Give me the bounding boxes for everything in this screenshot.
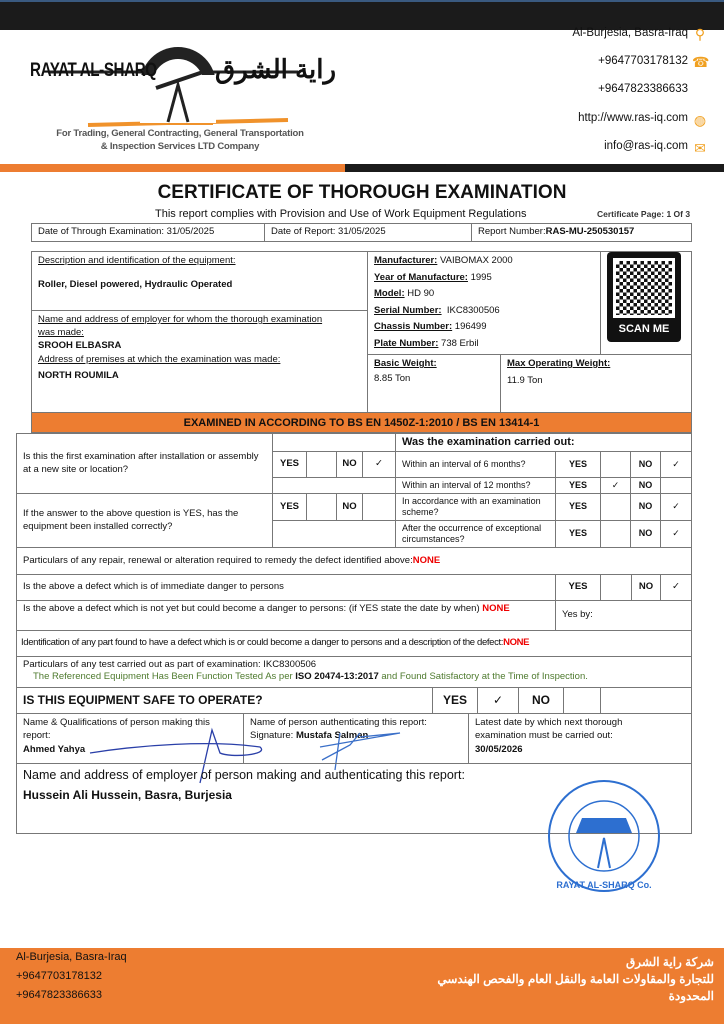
- subtitle: This report complies with Provision and Use of Work Equipment Regulations: [155, 208, 527, 220]
- repair-value: NONE: [412, 554, 441, 566]
- equipment-description: [31, 251, 368, 311]
- svg-text:RAYAT AL-SHARQ Co.: RAYAT AL-SHARQ Co.: [556, 880, 652, 890]
- interval-yes: YES: [555, 451, 601, 478]
- q2-yes-box[interactable]: [306, 493, 337, 521]
- test-text-2: and Found Satisfactory at the Time of Inspection.: [378, 671, 588, 683]
- field-label: Model:: [374, 288, 405, 299]
- field-label: Chassis Number:: [374, 321, 453, 332]
- divider-dark: [345, 164, 724, 172]
- safe-to-operate: IS THIS EQUIPMENT SAFE TO OPERATE?: [16, 687, 433, 714]
- blank: [272, 433, 396, 452]
- safe-yes: YES: [432, 687, 478, 714]
- field-label: Plate Number:: [374, 337, 439, 349]
- standard-banner: EXAMINED IN ACCORDING TO BS EN 1450Z-1:2010 / BS EN 13414-1: [31, 412, 692, 433]
- equipment-field: [374, 303, 594, 320]
- interval-yes: YES: [555, 493, 601, 521]
- interval-no-box[interactable]: ✓: [660, 451, 692, 478]
- defect-identification: [16, 630, 692, 657]
- field-value: 1995: [467, 271, 492, 283]
- contact-address: Al-Burjesia, Basra-Iraq: [572, 27, 688, 39]
- field-value: IKC8300506: [441, 304, 500, 316]
- logo-text-en: RAYAT AL-SHARQ: [30, 60, 157, 81]
- could-become-danger: [16, 600, 556, 631]
- interval-label: Within an interval of 6 months?: [402, 458, 526, 469]
- q1-yes: YES: [272, 451, 307, 478]
- interval-question: [395, 520, 556, 548]
- certificate-page: Certificate Page: 1 Of 3: [597, 209, 691, 219]
- footer-ar-2: للتجارة والمقاولات العامة والنقل العام والفحص الهندسي: [437, 972, 714, 986]
- qr-cell: [600, 251, 692, 355]
- equipment-field: [374, 270, 594, 287]
- test-label: Particulars of any test carried out as part of examination: IKC8300506: [23, 659, 317, 670]
- employer-section: [31, 310, 368, 413]
- interval-yes: YES: [555, 520, 601, 548]
- premises-label: Address of premises at which the examination was made:: [38, 354, 281, 366]
- interval-no: NO: [630, 520, 661, 548]
- tagline-line-2: & Inspection Services LTD Company: [100, 141, 260, 153]
- field-value: 196499: [452, 321, 487, 332]
- auth-sig-label: Signature:: [250, 729, 296, 741]
- field-value: HD 90: [404, 288, 435, 299]
- interval-label: After the occurrence of exceptional circumstances?: [402, 522, 542, 544]
- report-date: Date of Report: 31/05/2025: [264, 223, 472, 242]
- q2-no-box[interactable]: [362, 493, 396, 521]
- immediate-danger: Is the above a defect which is of immediate danger to persons: [16, 574, 556, 601]
- report-number-label: Report Number:: [478, 226, 546, 238]
- could-become-label: Is the above a defect which is not yet but could become a danger to persons: (if YES state the date by when): [23, 603, 483, 614]
- test-particulars: [16, 656, 692, 688]
- next-label: Latest date by which next thorough examination must be carried out:: [475, 717, 623, 741]
- blank: [600, 687, 692, 714]
- equipment-field: [374, 286, 594, 303]
- q2-yes: YES: [272, 493, 307, 521]
- report-number-value: RAS-MU-250530157: [545, 226, 635, 238]
- equipment-field: [374, 319, 594, 336]
- divider-orange: [0, 164, 345, 172]
- safe-yes-check[interactable]: ✓: [477, 687, 519, 714]
- immediate-yes-box[interactable]: [600, 574, 632, 601]
- equipment-fields: [367, 251, 601, 355]
- interval-question: [395, 477, 556, 494]
- test-text-1: The Referenced Equipment Has Been Function Tested As per: [33, 671, 296, 683]
- equipment-field: [374, 253, 594, 270]
- next-exam-date: [468, 713, 692, 764]
- contact-phone-2: +9647823386633: [598, 83, 688, 95]
- qr-code[interactable]: [607, 252, 681, 342]
- interval-yes-box[interactable]: ✓: [600, 477, 631, 494]
- employer-maker-value: Hussein Ali Hussein, Basra, Burjesia: [23, 787, 232, 802]
- q1-yes-box[interactable]: [306, 451, 337, 478]
- scan-me-label: SCAN ME: [618, 323, 670, 335]
- basic-weight: [367, 354, 501, 413]
- interval-no: NO: [630, 493, 661, 521]
- question-first-exam: Is this the first examination after installation or assembly at a new site or location?: [16, 433, 273, 494]
- page-title: CERTIFICATE OF THOROUGH EXAMINATION: [157, 182, 567, 203]
- immediate-no-check[interactable]: ✓: [660, 574, 692, 601]
- interval-yes-box[interactable]: [600, 493, 631, 521]
- q1-no: NO: [336, 451, 363, 478]
- footer: [0, 948, 724, 1024]
- globe-icon: ◍: [693, 112, 707, 128]
- basic-weight-label: Basic Weight:: [374, 358, 437, 369]
- interval-yes: YES: [555, 477, 601, 494]
- safe-no: NO: [518, 687, 564, 714]
- q1-no-check[interactable]: ✓: [362, 451, 396, 478]
- report-number: [471, 223, 692, 242]
- interval-question: [395, 451, 556, 478]
- q2-no: NO: [336, 493, 363, 521]
- blank: [272, 477, 396, 494]
- field-label: Manufacturer:: [374, 255, 438, 266]
- maker-label: Name & Qualifications of person making this report:: [23, 717, 210, 741]
- could-become-value: NONE: [482, 603, 510, 614]
- auth-name: Mustafa Salman: [295, 729, 369, 741]
- footer-phone-2: +9647823386633: [16, 989, 102, 1001]
- employer-value: SROOH ELBASRA: [38, 339, 122, 351]
- contact-email[interactable]: info@ras-iq.com: [604, 140, 688, 152]
- premises-value: NORTH ROUMILA: [38, 370, 119, 382]
- footer-ar-3: المحدودة: [668, 989, 714, 1003]
- identification-label: Identification of any part found to have a defect which is or could become a danger to persons and a description of the defect:: [21, 637, 504, 649]
- maker-name: Ahmed Yahya: [23, 743, 86, 755]
- interval-no: NO: [630, 477, 661, 494]
- telephone-icon: ☎: [692, 54, 710, 70]
- next-value: 30/05/2026: [475, 743, 523, 755]
- max-weight-label: Max Operating Weight:: [507, 358, 611, 369]
- envelope-icon: ✉: [694, 140, 706, 156]
- contact-website[interactable]: http://www.ras-iq.com: [578, 112, 688, 124]
- interval-no-box[interactable]: ✓: [660, 493, 692, 521]
- top-bar: [0, 0, 724, 30]
- company-logo: [20, 30, 340, 160]
- qr-pattern: [613, 258, 675, 318]
- interval-label: In accordance with an examination scheme?: [402, 495, 541, 517]
- field-value: VAIBOMAX 2000: [437, 255, 513, 266]
- interval-label: Within an interval of 12 months?: [402, 479, 531, 490]
- footer-address: Al-Burjesia, Basra-Iraq: [16, 951, 127, 963]
- footer-ar-1: شركة راية الشرق: [625, 955, 714, 969]
- footer-phone-1: +9647703178132: [16, 970, 102, 982]
- test-iso: ISO 20474-13:2017: [295, 671, 379, 683]
- safe-no-box[interactable]: [563, 687, 601, 714]
- contact-phone-1: +9647703178132: [598, 55, 688, 67]
- max-weight-value: 11.9 Ton: [507, 374, 543, 386]
- exam-date: Date of Through Examination: 31/05/2025: [31, 223, 265, 242]
- interval-no: NO: [630, 451, 661, 478]
- carried-out-heading: Was the examination carried out:: [395, 433, 692, 452]
- interval-no-box[interactable]: [660, 477, 692, 494]
- basic-weight-value: 8.85 Ton: [374, 372, 411, 384]
- interval-yes-box[interactable]: [600, 520, 631, 548]
- field-label: Year of Manufacture:: [374, 271, 468, 283]
- interval-question: [395, 493, 556, 521]
- field-label: Serial Number:: [374, 304, 442, 316]
- company-stamp: [546, 778, 662, 894]
- interval-no-box[interactable]: ✓: [660, 520, 692, 548]
- repair-particulars: [16, 547, 692, 575]
- desc-label: Description and identification of the equipment:: [38, 255, 236, 266]
- immediate-yes: YES: [555, 574, 601, 601]
- tagline-line-1: For Trading, General Contracting, General Transportation: [56, 128, 304, 139]
- question-installed-correctly: If the answer to the above question is YES, has the equipment been installed correctly?: [16, 493, 273, 548]
- immediate-no: NO: [631, 574, 661, 601]
- desc-value: Roller, Diesel powered, Hydraulic Operated: [38, 278, 233, 290]
- location-pin-icon: ⚲: [694, 26, 706, 42]
- equipment-field: [374, 336, 594, 353]
- identification-value: NONE: [503, 637, 530, 649]
- max-weight: [500, 354, 692, 413]
- employer-label: Name and address of employer for whom the thorough examination was made:: [38, 314, 323, 338]
- yes-by: Yes by:: [555, 600, 692, 631]
- interval-yes-box[interactable]: [600, 451, 631, 478]
- auth-label: Name of person authenticating this report:: [250, 717, 427, 728]
- blank: [272, 520, 396, 548]
- employer-maker-label: Name and address of employer of person making and authenticating this report:: [23, 768, 465, 782]
- repair-label: Particulars of any repair, renewal or alteration required to remedy the defect identified above:: [23, 554, 413, 566]
- field-value: 738 Erbil: [438, 337, 479, 349]
- logo-text-ar: راية الشرق: [215, 54, 337, 84]
